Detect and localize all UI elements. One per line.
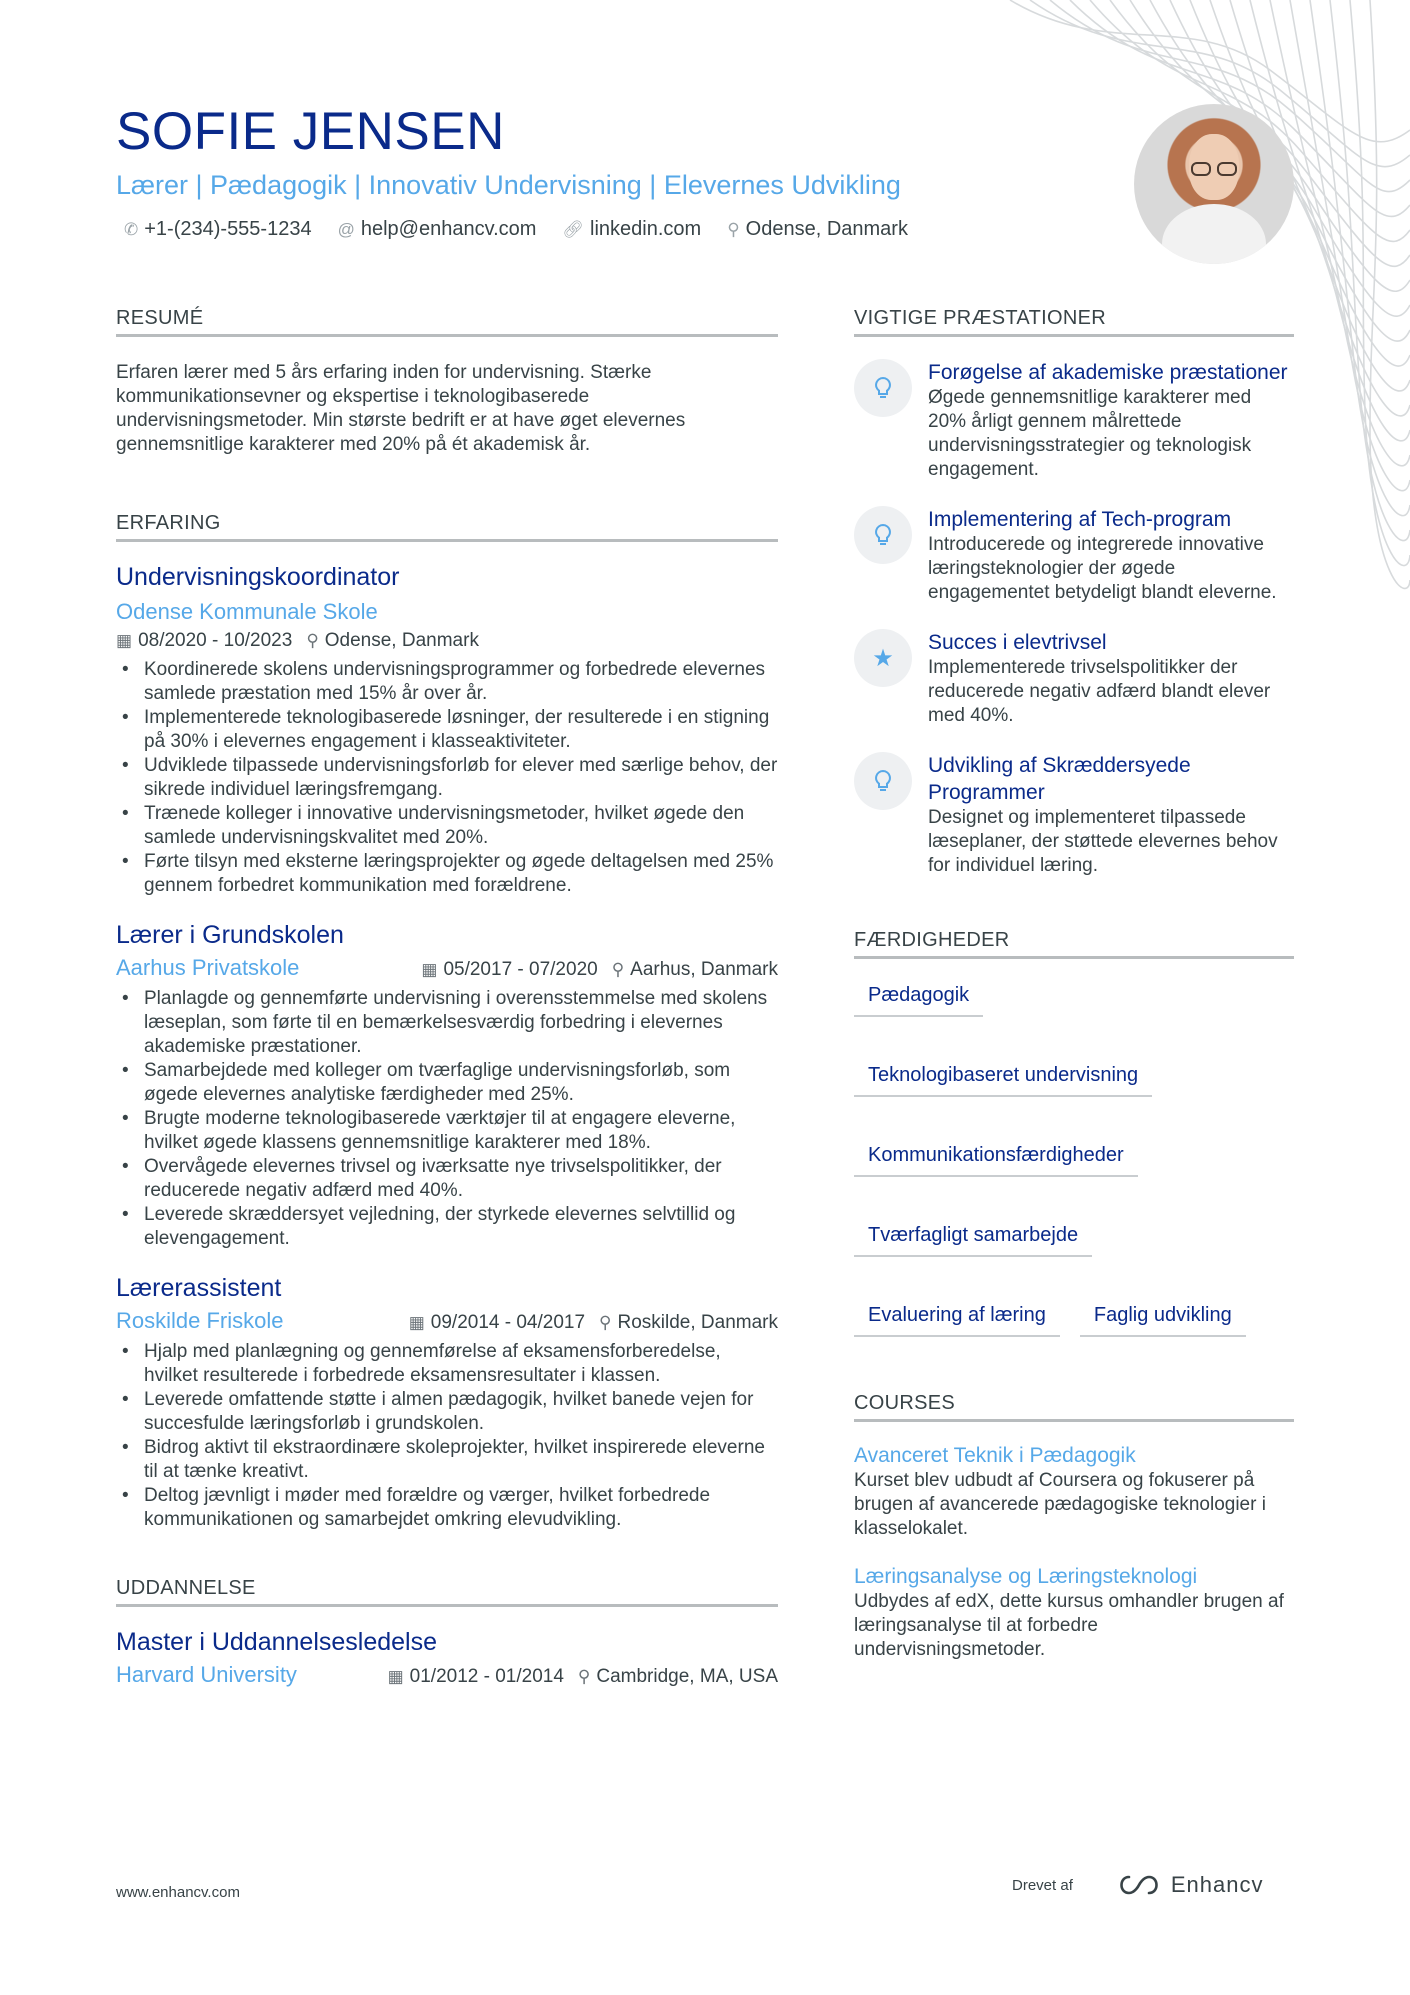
- job-company-row: [116, 1307, 778, 1336]
- achievement-title: Implementering af Tech-program: [928, 508, 1232, 531]
- bullet-item: • Trænede kolleger i innovative undervisningsmetoder, hvilket øgede den samlede undervisningskvalitet med 20%.: [116, 802, 778, 850]
- bullet-item: • Hjalp med planlægning og gennemførelse af eksamensforberedelse, hvilket resulterede i forbedrede eksamensresultater i klassen.: [116, 1340, 778, 1388]
- education-dates: [388, 1664, 564, 1690]
- footer-branding: [1012, 1872, 1263, 1898]
- right-column: [854, 306, 1294, 1662]
- education-location-text: Cambridge, MA, USA: [596, 1666, 778, 1687]
- education-heading: UDDANNELSE: [116, 1576, 778, 1607]
- linkedin-text: linkedin.com: [590, 218, 702, 240]
- star-icon: ★: [854, 629, 912, 687]
- summary-heading: RESUMÉ: [116, 306, 778, 337]
- resume-header: [116, 100, 1116, 241]
- bullet-item: • Udviklede tilpassede undervisningsforløb for elever med særlige behov, der sikrede individuel læringsfremgang.: [116, 754, 778, 802]
- location-text: Odense, Danmark: [745, 218, 908, 240]
- job-meta: [409, 1310, 778, 1336]
- course-desc: Kurset blev udbudt af Coursera og fokuserer på brugen af avancerede pædagogiske teknologier i klasselokalet.: [854, 1470, 1266, 1539]
- skill-tag: Kommunikationsfærdigheder: [854, 1139, 1138, 1177]
- job-meta: [421, 957, 778, 983]
- school-name: Harvard University: [116, 1662, 297, 1687]
- contact-location: [727, 218, 908, 241]
- achievement-title: Succes i elevtrivsel: [928, 631, 1107, 654]
- skill-tag: Pædagogik: [854, 979, 983, 1017]
- photo-shirt: [1162, 204, 1266, 264]
- job-dates-text: 05/2017 - 07/2020: [443, 959, 598, 980]
- skill-tag: Teknologibaseret undervisning: [854, 1059, 1152, 1097]
- job-company-row: [116, 954, 778, 983]
- contact-row: [116, 218, 1116, 241]
- achievement-item: [854, 359, 1294, 482]
- experience-entry: [116, 562, 778, 898]
- bullet-item: • Deltog jævnligt i møder med forældre og værger, hvilket forbedrede kommunikationen og samarbejdet omkring elevudvikling.: [116, 1484, 778, 1532]
- achievement-desc: Øgede gennemsnitlige karakterer med 20% årligt gennem målrettede undervisningsstrategier og teknologisk engagement.: [928, 387, 1252, 480]
- brand-text: Enhancv: [1170, 1872, 1264, 1897]
- job-location: [599, 1310, 778, 1336]
- course-title: Avanceret Teknik i Pædagogik: [854, 1444, 1136, 1467]
- job-location: [612, 957, 778, 983]
- location-icon: ⚲: [727, 219, 740, 239]
- location-icon: ⚲: [611, 960, 625, 979]
- lightbulb-icon: [854, 506, 912, 564]
- calendar-icon: ▦: [421, 960, 438, 979]
- job-title: Lærer i Grundskolen: [116, 921, 344, 949]
- education-dates-text: 01/2012 - 01/2014: [409, 1666, 564, 1687]
- job-location-text: Aarhus, Danmark: [630, 959, 778, 980]
- contact-linkedin[interactable]: [562, 218, 701, 241]
- achievement-item: [854, 752, 1294, 878]
- footer-website[interactable]: www.enhancv.com: [116, 1884, 240, 1901]
- job-bullets: [116, 658, 778, 898]
- contact-email[interactable]: [338, 218, 537, 241]
- email-icon: @: [337, 219, 355, 239]
- education-meta: [388, 1664, 778, 1690]
- job-dates-text: 08/2020 - 10/2023: [138, 630, 293, 651]
- lightbulb-icon: [854, 359, 912, 417]
- job-company: Roskilde Friskole: [116, 1308, 284, 1333]
- bullet-item: • Implementerede teknologibaserede løsninger, der resulterede i en stigning på 30% i elevernes engagement i klasseaktiviteter.: [116, 706, 778, 754]
- powered-by-text: Drevet af: [1012, 1876, 1073, 1894]
- experience-heading: ERFARING: [116, 511, 778, 542]
- achievement-desc: Implementerede trivselspolitikker der reducerede negativ adfærd blandt elever med 40%.: [928, 657, 1271, 726]
- location-icon: ⚲: [306, 631, 319, 650]
- achievements-heading: VIGTIGE PRÆSTATIONER: [854, 306, 1294, 337]
- phone-text: +1-(234)-555-1234: [144, 218, 312, 240]
- job-location-text: Odense, Danmark: [324, 630, 479, 651]
- bullet-item: • Førte tilsyn med eksterne læringsprojekter og øgede deltagelsen med 25% gennem forbedret kommunikation med forældrene.: [116, 850, 778, 898]
- skills-heading: FÆRDIGHEDER: [854, 928, 1294, 959]
- job-company: Aarhus Privatskole: [116, 955, 300, 980]
- achievement-title: Forøgelse af akademiske præstationer: [928, 361, 1288, 384]
- calendar-icon: ▦: [387, 1667, 404, 1686]
- calendar-icon: ▦: [408, 1313, 425, 1332]
- bullet-item: • Planlagde og gennemførte undervisning i overensstemmelse med skolens læseplan, som førte til en bemærkelsesværdig forbedring i elevernes akademiske præstationer.: [116, 987, 778, 1059]
- calendar-icon: ▦: [116, 631, 133, 650]
- job-bullets: [116, 987, 778, 1251]
- job-location-text: Roskilde, Danmark: [617, 1312, 778, 1333]
- course-item: [854, 1442, 1294, 1541]
- candidate-name: SOFIE JENSEN: [116, 102, 505, 161]
- skill-tag: Faglig udvikling: [1080, 1299, 1246, 1337]
- education-entry: [116, 1627, 778, 1690]
- education-location: [578, 1664, 778, 1690]
- photo-glasses-left: [1191, 162, 1211, 176]
- enhancv-logo[interactable]: [1115, 1872, 1264, 1898]
- education-row: [116, 1661, 778, 1690]
- profile-photo: [1134, 104, 1294, 264]
- job-company: Odense Kommunale Skole: [116, 599, 378, 624]
- bullet-item: • Brugte moderne teknologibaserede værktøjer til at engagere eleverne, hvilket øgede klassens gennemsnitlige karakterer med 18%.: [116, 1107, 778, 1155]
- job-title: Lærerassistent: [116, 1274, 282, 1302]
- bullet-item: • Leverede omfattende støtte i almen pædagogik, hvilket banede vejen for succesfulde læringsforløb i grundskolen.: [116, 1388, 778, 1436]
- achievement-item: [854, 506, 1294, 605]
- job-meta: [116, 628, 778, 654]
- phone-icon: ✆: [124, 219, 139, 239]
- candidate-title: Lærer | Pædagogik | Innovativ Undervisning | Elevernes Udvikling: [116, 170, 901, 200]
- job-title: Undervisningskoordinator: [116, 563, 400, 591]
- bullet-item: • Overvågede elevernes trivsel og iværksatte nye trivselspolitikker, der reducerede negativ adfærd med 40%.: [116, 1155, 778, 1203]
- achievement-title: Udvikling af Skræddersyede Programmer: [928, 754, 1191, 804]
- email-text: help@enhancv.com: [360, 218, 537, 240]
- skill-tag: Tværfagligt samarbejde: [854, 1219, 1092, 1257]
- bullet-item: • Bidrog aktivt til ekstraordinære skoleprojekter, hvilket inspirerede eleverne til at tænke kreativt.: [116, 1436, 778, 1484]
- job-dates: [116, 628, 292, 654]
- summary-text: Erfaren lærer med 5 års erfaring inden for undervisning. Stærke kommunikationsevner og ekspertise i teknologibaserede undervisningsmetoder. Min største bedrift er at have øget elevernes gennemsnitlige karakterer med 20% på ét akademisk år.: [116, 362, 686, 455]
- achievement-desc: Introducerede og integrerede innovative læringsteknologier der øgede engagementet betydeligt blandt eleverne.: [928, 534, 1277, 603]
- degree-title: Master i Uddannelsesledelse: [116, 1628, 438, 1656]
- job-dates-text: 09/2014 - 04/2017: [430, 1312, 586, 1333]
- achievement-item: [854, 629, 1294, 728]
- photo-glasses-right: [1217, 162, 1237, 176]
- experience-entry: [116, 920, 778, 1251]
- achievement-desc: Designet og implementeret tilpassede læseplaner, der støttede elevernes behov for individuel læring.: [928, 807, 1278, 876]
- link-icon: 🔗︎: [562, 219, 585, 239]
- left-column: [116, 306, 778, 1690]
- bullet-item: • Koordinerede skolens undervisningsprogrammer og forbedrede elevernes samlede præstation med 15% år over år.: [116, 658, 778, 706]
- location-icon: ⚲: [577, 1667, 591, 1686]
- courses-heading: COURSES: [854, 1391, 1294, 1422]
- enhancv-logo-icon: [1115, 1872, 1161, 1898]
- bullet-item: • Leverede skræddersyet vejledning, der styrkede elevernes selvtillid og elevengagement.: [116, 1203, 778, 1251]
- course-item: [854, 1563, 1294, 1662]
- experience-entry: [116, 1273, 778, 1532]
- bullet-item: • Samarbejdede med kolleger om tværfaglige undervisningsforløb, som øgede elevernes analytiske færdigheder med 25%.: [116, 1059, 778, 1107]
- skill-tag: Evaluering af læring: [854, 1299, 1060, 1337]
- contact-phone[interactable]: [124, 218, 312, 241]
- course-desc: Udbydes af edX, dette kursus omhandler brugen af læringsanalyse til at forbedre undervisningsmetoder.: [854, 1591, 1284, 1660]
- job-dates: [409, 1310, 585, 1336]
- skills-list: [854, 979, 1294, 1337]
- location-icon: ⚲: [599, 1313, 612, 1332]
- lightbulb-icon: [854, 752, 912, 810]
- job-bullets: [116, 1340, 778, 1532]
- job-dates: [421, 957, 597, 983]
- job-location: [306, 628, 479, 654]
- course-title: Læringsanalyse og Læringsteknologi: [854, 1565, 1198, 1588]
